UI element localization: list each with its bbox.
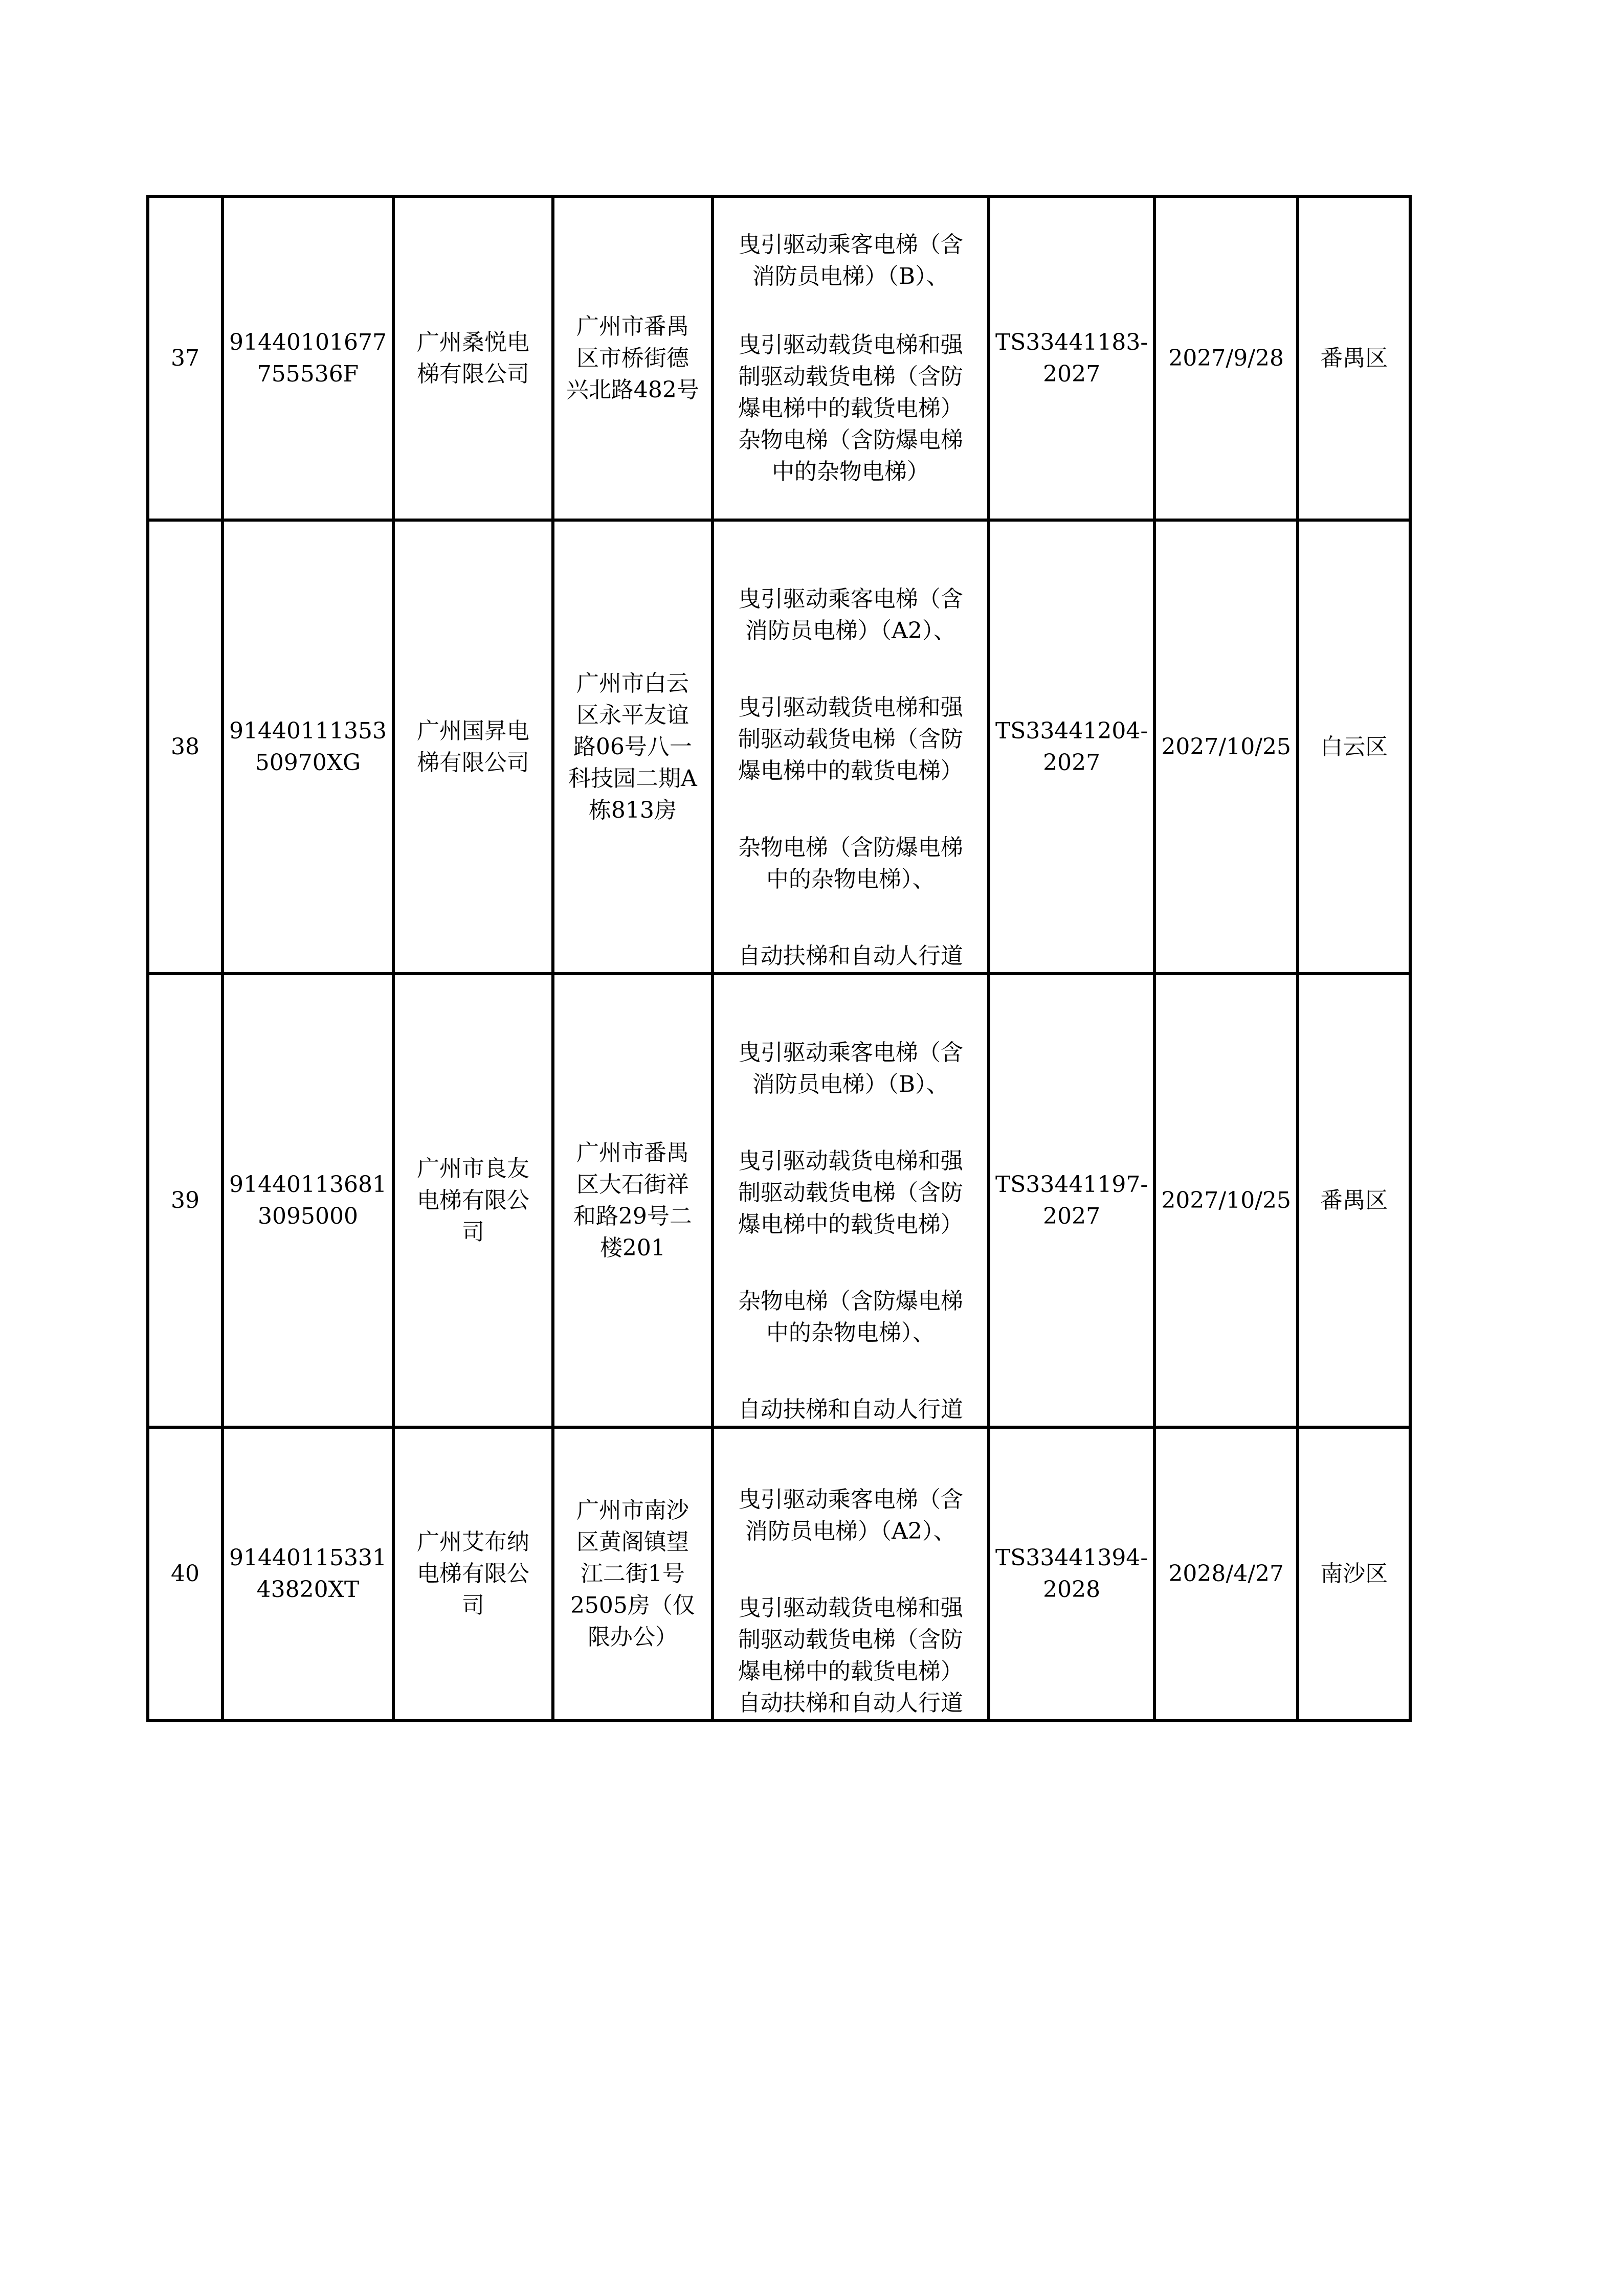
company-name-line: 广州桑悦电 bbox=[416, 329, 529, 355]
license-number-line: 2027 bbox=[1043, 749, 1101, 776]
license-number-cell bbox=[989, 520, 1154, 974]
credit-code-line: 50970XG bbox=[255, 749, 361, 776]
district-cell bbox=[1298, 1427, 1410, 1721]
expiry-date-cell bbox=[1154, 520, 1298, 974]
company-name-line: 梯有限公司 bbox=[416, 361, 529, 387]
scope-item bbox=[719, 692, 982, 787]
address-line: 广州市番禺 bbox=[576, 313, 689, 340]
row-number: 39 bbox=[171, 1187, 199, 1213]
company-name-cell bbox=[393, 520, 553, 974]
license-number-cell bbox=[989, 196, 1154, 520]
company-name-line: 广州艾布纳 bbox=[416, 1529, 529, 1555]
credit-code-cell bbox=[223, 974, 393, 1427]
scope-line: 制驱动载货电梯（含防 bbox=[738, 363, 963, 390]
license-number-line: 2027 bbox=[1043, 361, 1101, 387]
company-name-line: 电梯有限公 bbox=[416, 1561, 529, 1587]
scope-line: 曳引驱动乘客电梯（含 bbox=[738, 1487, 963, 1513]
address-line: 广州市番禺 bbox=[576, 1139, 689, 1166]
address-cell bbox=[553, 520, 713, 974]
scope-gap bbox=[719, 787, 982, 832]
scope-gap bbox=[719, 647, 982, 692]
address-line: 楼201 bbox=[599, 1234, 665, 1261]
row-number: 38 bbox=[171, 733, 199, 760]
table-body bbox=[148, 196, 1410, 1721]
address-line: 区永平友谊 bbox=[576, 702, 689, 728]
address-line: 区黄阁镇望 bbox=[576, 1529, 689, 1555]
credit-code-line: 43820XT bbox=[256, 1577, 360, 1603]
scope-line: 杂物电梯（含防爆电梯 bbox=[738, 1288, 963, 1314]
address-cell bbox=[553, 1427, 713, 1721]
scope-item bbox=[719, 940, 982, 972]
company-name-cell bbox=[393, 974, 553, 1427]
scope-line: 消防员电梯）（A2）、 bbox=[745, 1518, 956, 1544]
row-number-cell bbox=[148, 1427, 223, 1721]
scope-gap bbox=[719, 1349, 982, 1394]
scope-line: 制驱动载货电梯（含防 bbox=[738, 1627, 963, 1653]
scope-line: 曳引驱动载货电梯和强 bbox=[738, 1595, 963, 1621]
address-line: 和路29号二 bbox=[573, 1203, 692, 1229]
scope-item bbox=[719, 1145, 982, 1241]
expiry-date: 2028/4/27 bbox=[1168, 1561, 1284, 1587]
license-number-line: TS33441394- bbox=[995, 1545, 1148, 1571]
scope-cell bbox=[713, 520, 989, 974]
scope-line: 消防员电梯）（B）、 bbox=[752, 263, 949, 289]
scope-cell bbox=[713, 196, 989, 520]
address-line: 2505房（仅 bbox=[570, 1592, 695, 1618]
license-table bbox=[146, 195, 1412, 1722]
scope-item bbox=[719, 1037, 982, 1100]
address-line: 栋813房 bbox=[588, 797, 677, 823]
scope-gap bbox=[719, 895, 982, 940]
expiry-date: 2027/10/25 bbox=[1161, 1187, 1292, 1213]
scope-cell bbox=[713, 974, 989, 1427]
scope-gap bbox=[719, 1241, 982, 1286]
table-row bbox=[148, 196, 1410, 520]
credit-code-line: 755536F bbox=[257, 361, 359, 387]
scope-item bbox=[719, 1484, 982, 1547]
district-cell bbox=[1298, 974, 1410, 1427]
company-name-cell bbox=[393, 1427, 553, 1721]
scope-line: 杂物电梯（含防爆电梯 bbox=[738, 835, 963, 861]
credit-code-line: 91440111353 bbox=[229, 717, 387, 744]
row-number-cell bbox=[148, 196, 223, 520]
district: 番禺区 bbox=[1320, 1187, 1388, 1213]
address-cell bbox=[553, 974, 713, 1427]
scope-line: 曳引驱动乘客电梯（含 bbox=[738, 1040, 963, 1066]
scope-line: 爆电梯中的载货电梯） bbox=[738, 395, 963, 421]
scope-item bbox=[719, 583, 982, 647]
scope-item bbox=[719, 229, 982, 292]
scope-line: 爆电梯中的载货电梯） bbox=[738, 758, 963, 784]
address-line: 兴北路482号 bbox=[566, 376, 699, 403]
district: 南沙区 bbox=[1320, 1561, 1388, 1587]
scope-gap bbox=[719, 292, 982, 329]
address-line: 广州市南沙 bbox=[576, 1497, 689, 1523]
credit-code-cell bbox=[223, 196, 393, 520]
company-name-line: 司 bbox=[461, 1219, 484, 1245]
license-number-line: 2028 bbox=[1043, 1577, 1101, 1603]
credit-code-cell bbox=[223, 1427, 393, 1721]
scope-item bbox=[719, 329, 982, 488]
credit-code-cell bbox=[223, 520, 393, 974]
address-line: 科技园二期A bbox=[568, 765, 697, 792]
scope-item bbox=[719, 1394, 982, 1426]
row-number: 37 bbox=[171, 345, 199, 371]
scope-line: 爆电梯中的载货电梯） bbox=[738, 1658, 963, 1684]
district-cell bbox=[1298, 196, 1410, 520]
scope-item bbox=[719, 832, 982, 895]
credit-code-line: 91440115331 bbox=[229, 1545, 387, 1571]
company-name-cell bbox=[393, 196, 553, 520]
expiry-date-cell bbox=[1154, 196, 1298, 520]
scope-line: 爆电梯中的载货电梯） bbox=[738, 1211, 963, 1237]
credit-code-line: 91440113681 bbox=[229, 1171, 387, 1198]
scope-line: 自动扶梯和自动人行道 bbox=[738, 1397, 963, 1423]
address-line: 区市桥街德 bbox=[576, 345, 689, 371]
license-number-line: TS33441197- bbox=[995, 1171, 1148, 1198]
table-row bbox=[148, 520, 1410, 974]
row-number-cell bbox=[148, 520, 223, 974]
company-name-line: 广州国昇电 bbox=[416, 717, 529, 744]
license-number-line: TS33441204- bbox=[995, 717, 1148, 744]
scope-line: 消防员电梯）（A2）、 bbox=[745, 618, 956, 644]
credit-code-line: 91440101677 bbox=[229, 329, 387, 355]
scope-line: 自动扶梯和自动人行道 bbox=[738, 1690, 963, 1716]
scope-line: 中的杂物电梯）、 bbox=[766, 866, 935, 892]
expiry-date: 2027/10/25 bbox=[1161, 733, 1292, 760]
expiry-date-cell bbox=[1154, 974, 1298, 1427]
scope-line: 制驱动载货电梯（含防 bbox=[738, 1180, 963, 1206]
credit-code-line: 3095000 bbox=[257, 1203, 358, 1229]
district-cell bbox=[1298, 520, 1410, 974]
table-row bbox=[148, 974, 1410, 1427]
address-line: 江二街1号 bbox=[580, 1561, 685, 1587]
expiry-date: 2027/9/28 bbox=[1168, 345, 1284, 371]
company-name-line: 梯有限公司 bbox=[416, 749, 529, 776]
scope-line: 制驱动载货电梯（含防 bbox=[738, 726, 963, 752]
address-line: 限办公） bbox=[587, 1624, 678, 1650]
scope-line: 曳引驱动载货电梯和强 bbox=[738, 331, 963, 358]
company-name-line: 电梯有限公 bbox=[416, 1187, 529, 1213]
scope-line: 曳引驱动乘客电梯（含 bbox=[738, 586, 963, 612]
address-line: 路06号八一 bbox=[573, 733, 692, 760]
license-number-line: TS33441183- bbox=[995, 329, 1148, 355]
license-number-cell bbox=[989, 974, 1154, 1427]
scope-gap bbox=[719, 1100, 982, 1145]
scope-line: 曳引驱动载货电梯和强 bbox=[738, 1148, 963, 1174]
scope-gap bbox=[719, 1547, 982, 1592]
expiry-date-cell bbox=[1154, 1427, 1298, 1721]
table-row bbox=[148, 1427, 1410, 1721]
district: 白云区 bbox=[1320, 733, 1388, 760]
address-cell bbox=[553, 196, 713, 520]
scope-line: 中的杂物电梯） bbox=[771, 458, 929, 485]
address-line: 区大石街祥 bbox=[576, 1171, 689, 1198]
scope-line: 中的杂物电梯）、 bbox=[766, 1320, 935, 1346]
district: 番禺区 bbox=[1320, 345, 1388, 371]
scope-line: 杂物电梯（含防爆电梯 bbox=[738, 426, 963, 453]
scope-line: 自动扶梯和自动人行道 bbox=[738, 943, 963, 969]
scope-line: 曳引驱动载货电梯和强 bbox=[738, 694, 963, 721]
scope-line: 曳引驱动乘客电梯（含 bbox=[738, 231, 963, 258]
scope-item bbox=[719, 1286, 982, 1349]
scope-item bbox=[719, 1592, 982, 1719]
license-number-line: 2027 bbox=[1043, 1203, 1101, 1229]
scope-cell bbox=[713, 1427, 989, 1721]
row-number-cell bbox=[148, 974, 223, 1427]
scope-line: 消防员电梯）（B）、 bbox=[752, 1071, 949, 1097]
license-number-cell bbox=[989, 1427, 1154, 1721]
row-number: 40 bbox=[171, 1561, 199, 1587]
address-line: 广州市白云 bbox=[576, 670, 689, 696]
company-name-line: 司 bbox=[461, 1592, 484, 1618]
company-name-line: 广州市良友 bbox=[416, 1155, 529, 1182]
